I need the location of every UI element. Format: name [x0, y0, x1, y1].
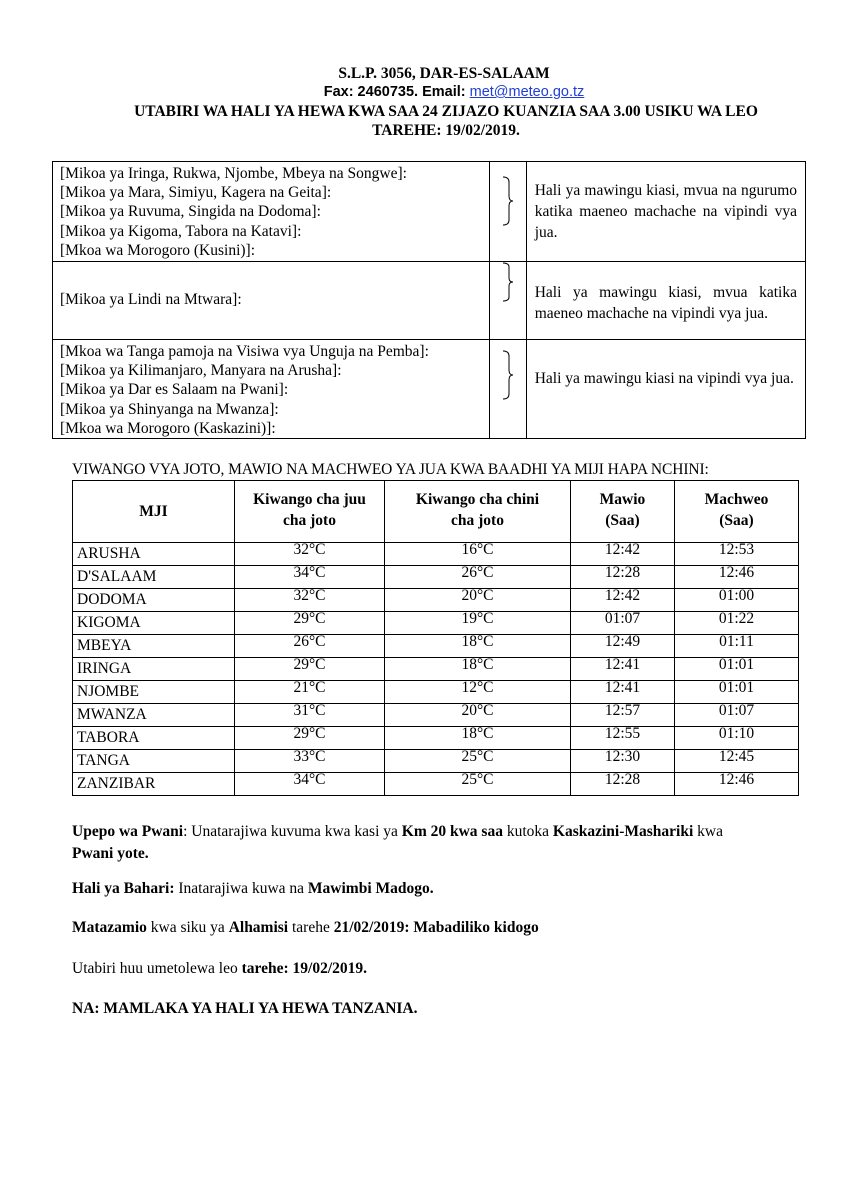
region-line: [Mikoa ya Ruvuma, Singida na Dodoma]:	[60, 203, 321, 221]
sea-state-label: Hali ya Bahari:	[72, 880, 175, 897]
coastal-wind-text-3: kwa	[693, 823, 723, 840]
forecast-row	[53, 162, 806, 262]
cell-city: IRINGA	[73, 658, 235, 681]
region-line: [Mikoa ya Mara, Simiyu, Kagera na Geita]:	[60, 184, 332, 202]
outlook-value: 21/02/2019: Mabadiliko kidogo	[333, 919, 539, 936]
col-header-max-line1: Kiwango cha juu	[253, 491, 366, 508]
coastal-wind-text: : Unatarajiwa kuvuma kwa kasi ya	[183, 823, 402, 840]
col-header-sunrise-line2: (Saa)	[605, 512, 640, 529]
table-row	[73, 566, 799, 589]
address: S.L.P. 3056, DAR-ES-SALAAM	[338, 65, 550, 82]
table-row	[73, 612, 799, 635]
col-header-sunrise-line1: Mawio	[599, 491, 646, 508]
col-header-sunrise	[571, 481, 675, 543]
sea-state-value: Mawimbi Madogo.	[307, 880, 434, 897]
table-row	[73, 727, 799, 750]
cell-min: 25°C	[385, 773, 571, 796]
table-row	[73, 635, 799, 658]
cell-sunrise: 12:30	[571, 750, 675, 773]
fax-text: Fax: 2460735. Email:	[323, 84, 470, 100]
forecast-description: Hali ya mawingu kiasi na vipindi vya jua.	[534, 370, 794, 387]
coastal-wind-text-2: kutoka	[502, 823, 553, 840]
cell-min: 26°C	[385, 566, 571, 589]
cell-sunrise: 01:07	[571, 612, 675, 635]
cell-max: 31°C	[235, 704, 385, 727]
col-header-max-line2: cha joto	[283, 512, 336, 529]
col-header-min	[385, 481, 571, 543]
cell-sunset: 01:10	[675, 727, 799, 750]
cell-min: 20°C	[385, 704, 571, 727]
forecast-text	[526, 340, 805, 439]
cell-sunrise: 12:41	[571, 658, 675, 681]
coastal-wind-label: Upepo wa Pwani	[72, 823, 184, 840]
table-row	[73, 589, 799, 612]
table-row	[73, 750, 799, 773]
region-line: [Mikoa ya Lindi na Mtwara]:	[60, 291, 242, 308]
region-line: [Mikoa ya Shinyanga na Mwanza]:	[60, 400, 279, 418]
sea-state-text: Inatarajiwa kuwa na	[174, 880, 308, 897]
col-header-min-line2: cha joto	[451, 512, 504, 529]
col-header-sunset	[675, 481, 799, 543]
cell-sunrise: 12:42	[571, 543, 675, 566]
forecast-regions	[53, 162, 490, 262]
cell-min: 19°C	[385, 612, 571, 635]
forecast-row	[53, 340, 806, 439]
outlook-day: Alhamisi	[228, 919, 289, 936]
col-header-sunset-line2: (Saa)	[719, 512, 754, 529]
table-row	[73, 773, 799, 796]
cell-max: 29°C	[235, 612, 385, 635]
cell-min: 18°C	[385, 658, 571, 681]
cell-min: 25°C	[385, 750, 571, 773]
cell-sunset: 01:07	[675, 704, 799, 727]
cell-max: 33°C	[235, 750, 385, 773]
document-date: TAREHE: 19/02/2019.	[372, 122, 520, 139]
cell-city: KIGOMA	[73, 612, 235, 635]
col-header-sunset-line1: Machweo	[704, 491, 769, 508]
cell-sunset: 01:01	[675, 658, 799, 681]
cell-sunrise: 12:28	[571, 773, 675, 796]
sea-state-note	[72, 878, 434, 900]
cell-max: 34°C	[235, 566, 385, 589]
region-line: [Mikoa ya Kilimanjaro, Manyara na Arusha]:	[60, 362, 342, 380]
cell-sunset: 12:53	[675, 543, 799, 566]
cell-city: NJOMBE	[73, 681, 235, 704]
cell-sunrise: 12:49	[571, 635, 675, 658]
brace-icon	[501, 262, 515, 302]
coastal-area: Pwani yote.	[72, 845, 149, 862]
brace-icon	[501, 350, 515, 400]
cell-sunset: 01:01	[675, 681, 799, 704]
forecast-text	[526, 162, 805, 262]
outlook-text-2: tarehe	[288, 919, 334, 936]
issue-date-text: Utabiri huu umetolewa leo	[72, 960, 242, 977]
cell-max: 32°C	[235, 589, 385, 612]
forecast-regions	[53, 340, 490, 439]
fax-email-line	[0, 83, 848, 102]
cell-max: 32°C	[235, 543, 385, 566]
brace-cell	[489, 340, 526, 439]
forecast-regions	[53, 262, 490, 340]
cell-sunset: 12:46	[675, 566, 799, 589]
cell-max: 29°C	[235, 658, 385, 681]
cell-city: D'SALAAM	[73, 566, 235, 589]
forecast-row	[53, 262, 806, 340]
cell-max: 29°C	[235, 727, 385, 750]
cell-max: 21°C	[235, 681, 385, 704]
table-row	[73, 681, 799, 704]
table-row	[73, 543, 799, 566]
cell-sunrise: 12:41	[571, 681, 675, 704]
brace-cell	[489, 262, 526, 340]
cell-max: 34°C	[235, 773, 385, 796]
region-line: [Mkoa wa Morogoro (Kaskazini)]:	[60, 419, 276, 437]
cell-sunset: 12:46	[675, 773, 799, 796]
outlook-note	[72, 917, 539, 939]
cell-sunset: 01:11	[675, 635, 799, 658]
cell-sunset: 01:00	[675, 589, 799, 612]
email-link[interactable]: met@meteo.go.tz	[469, 84, 585, 100]
table-row	[73, 658, 799, 681]
cell-min: 20°C	[385, 589, 571, 612]
brace-cell	[489, 162, 526, 262]
cell-city: DODOMA	[73, 589, 235, 612]
cell-min: 12°C	[385, 681, 571, 704]
document-title: UTABIRI WA HALI YA HEWA KWA SAA 24 ZIJAZO KUANZIA SAA 3.00 USIKU WA LEO	[134, 103, 758, 120]
forecast-description: Hali ya mawingu kiasi, mvua katika maeneo machache na vipindi vya jua.	[534, 284, 797, 322]
cell-city: ZANZIBAR	[73, 773, 235, 796]
region-line: [Mikoa ya Dar es Salaam na Pwani]:	[60, 381, 289, 399]
coastal-wind-note	[72, 821, 723, 843]
col-header-max	[235, 481, 385, 543]
region-line: [Mikoa ya Kigoma, Tabora na Katavi]:	[60, 222, 302, 240]
temperature-table-title: VIWANGO VYA JOTO, MAWIO NA MACHWEO YA JUA KWA BAADHI YA MIJI HAPA NCHINI:	[72, 461, 709, 478]
wind-direction: Kaskazini-Mashariki	[552, 823, 694, 840]
temperature-table	[72, 480, 799, 796]
forecast-text	[526, 262, 805, 340]
forecast-table	[52, 161, 806, 439]
outlook-text: kwa siku ya	[146, 919, 229, 936]
cell-min: 16°C	[385, 543, 571, 566]
wind-speed: Km 20 kwa saa	[401, 823, 503, 840]
issue-date-note	[72, 958, 367, 980]
col-header-city: MJI	[73, 481, 235, 543]
col-header-min-line1: Kiwango cha chini	[415, 491, 540, 508]
cell-city: TANGA	[73, 750, 235, 773]
cell-city: TABORA	[73, 727, 235, 750]
region-line: [Mkoa wa Tanga pamoja na Visiwa vya Unguja na Pemba]:	[60, 343, 429, 360]
cell-sunset: 01:22	[675, 612, 799, 635]
cell-city: MWANZA	[73, 704, 235, 727]
table-header-row	[73, 481, 799, 543]
cell-sunrise: 12:57	[571, 704, 675, 727]
signature: NA: MAMLAKA YA HALI YA HEWA TANZANIA.	[72, 1000, 418, 1017]
region-line: [Mkoa wa Morogoro (Kusini)]:	[60, 241, 256, 259]
cell-city: ARUSHA	[73, 543, 235, 566]
letterhead	[0, 64, 848, 140]
cell-sunrise: 12:42	[571, 589, 675, 612]
cell-city: MBEYA	[73, 635, 235, 658]
cell-max: 26°C	[235, 635, 385, 658]
cell-min: 18°C	[385, 635, 571, 658]
brace-icon	[501, 176, 515, 226]
cell-sunrise: 12:55	[571, 727, 675, 750]
cell-min: 18°C	[385, 727, 571, 750]
region-line: [Mikoa ya Iringa, Rukwa, Njombe, Mbeya na Songwe]:	[60, 165, 407, 182]
cell-sunset: 12:45	[675, 750, 799, 773]
issue-date-value: tarehe: 19/02/2019.	[241, 960, 368, 977]
forecast-description: Hali ya mawingu kiasi, mvua na ngurumo katika maeneo machache na vipindi vya jua.	[534, 182, 797, 241]
outlook-label: Matazamio	[72, 919, 147, 936]
cell-sunrise: 12:28	[571, 566, 675, 589]
table-row	[73, 704, 799, 727]
